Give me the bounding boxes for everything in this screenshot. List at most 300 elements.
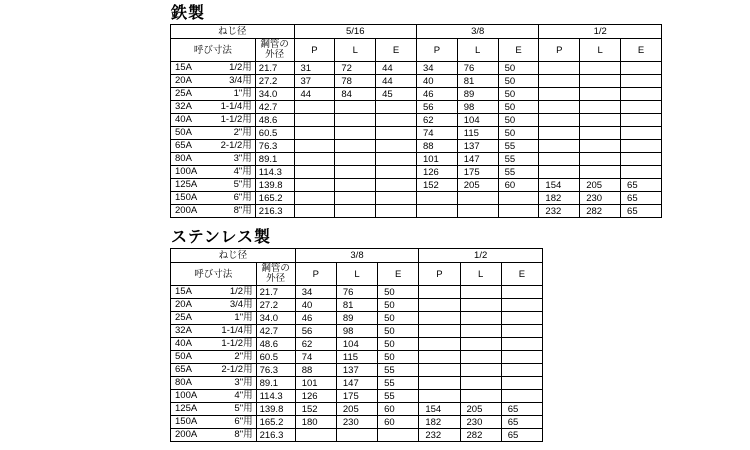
dimension-cell bbox=[539, 75, 580, 88]
dimension-cell bbox=[621, 101, 662, 114]
size-a: 125A bbox=[175, 403, 198, 414]
table-row bbox=[171, 403, 543, 416]
dimension-cell bbox=[501, 338, 542, 351]
size-a: 125A bbox=[175, 179, 198, 190]
dimension-cell bbox=[539, 101, 580, 114]
dimension-cell: 60 bbox=[378, 403, 419, 416]
table-row bbox=[171, 166, 662, 179]
thread-group-header: 1/2 bbox=[419, 249, 543, 263]
dimension-cell bbox=[580, 127, 621, 140]
dimension-cell: 50 bbox=[498, 127, 539, 140]
size-inch: 2"用 bbox=[233, 127, 252, 138]
dimension-cell: 65 bbox=[621, 179, 662, 192]
dimension-cell bbox=[419, 377, 460, 390]
nominal-size-header: 呼び寸法 bbox=[171, 263, 257, 286]
outer-diameter-cell: 48.6 bbox=[256, 338, 295, 351]
dimension-cell bbox=[539, 114, 580, 127]
dimension-cell bbox=[460, 312, 501, 325]
table-row bbox=[171, 205, 662, 218]
dimension-cell bbox=[419, 351, 460, 364]
outer-diameter-cell: 89.1 bbox=[255, 153, 294, 166]
size-a: 80A bbox=[175, 377, 192, 388]
nominal-size-cell bbox=[171, 351, 257, 364]
nominal-size-header: 呼び寸法 bbox=[171, 39, 256, 62]
dimension-cell bbox=[621, 153, 662, 166]
dimension-cell bbox=[460, 390, 501, 403]
outer-diameter-cell: 34.0 bbox=[256, 312, 295, 325]
size-inch: 1/2用 bbox=[229, 286, 253, 297]
dimension-cell bbox=[501, 364, 542, 377]
dimension-cell: 147 bbox=[336, 377, 377, 390]
dimension-cell: 44 bbox=[376, 62, 417, 75]
dimension-cell: 205 bbox=[336, 403, 377, 416]
nominal-size-cell bbox=[171, 312, 257, 325]
size-a: 65A bbox=[175, 364, 192, 375]
dimension-cell: 50 bbox=[498, 88, 539, 101]
dimension-cell bbox=[580, 114, 621, 127]
dimension-cell bbox=[335, 153, 376, 166]
size-inch: 1-1/4用 bbox=[221, 325, 253, 336]
size-inch: 3/4用 bbox=[229, 299, 253, 310]
table-row bbox=[171, 351, 543, 364]
dimension-cell: 180 bbox=[295, 416, 336, 429]
nominal-size-cell bbox=[171, 286, 257, 299]
dimension-cell: 175 bbox=[457, 166, 498, 179]
header-row bbox=[171, 249, 543, 263]
size-a: 40A bbox=[175, 338, 192, 349]
dimension-header: E bbox=[376, 39, 417, 62]
dimension-cell: 76 bbox=[457, 62, 498, 75]
size-inch: 6"用 bbox=[233, 192, 252, 203]
size-inch: 4"用 bbox=[233, 166, 252, 177]
dimension-header: P bbox=[539, 39, 580, 62]
dimension-cell: 88 bbox=[295, 364, 336, 377]
dimension-cell: 76 bbox=[336, 286, 377, 299]
table-row bbox=[171, 62, 662, 75]
outer-diameter-header bbox=[255, 39, 294, 62]
dimension-cell: 84 bbox=[335, 88, 376, 101]
size-inch: 2-1/2用 bbox=[220, 140, 252, 151]
od-header-line2: 外径 bbox=[265, 49, 285, 60]
dimension-cell: 50 bbox=[378, 325, 419, 338]
size-inch: 3/4用 bbox=[229, 75, 252, 86]
size-a: 15A bbox=[175, 286, 192, 297]
table-row bbox=[171, 140, 662, 153]
size-a: 50A bbox=[175, 351, 192, 362]
dimension-cell: 55 bbox=[498, 153, 539, 166]
dimension-header: E bbox=[501, 263, 542, 286]
nominal-size-cell bbox=[171, 75, 256, 88]
dimension-cell: 101 bbox=[295, 377, 336, 390]
nominal-size-cell bbox=[171, 403, 257, 416]
dimension-cell bbox=[376, 127, 417, 140]
dimension-cell: 45 bbox=[376, 88, 417, 101]
dimension-cell bbox=[335, 101, 376, 114]
size-inch: 1"用 bbox=[233, 88, 252, 99]
size-a: 65A bbox=[175, 140, 192, 151]
dimension-cell: 282 bbox=[460, 429, 501, 442]
outer-diameter-cell: 27.2 bbox=[255, 75, 294, 88]
dimension-cell: 50 bbox=[498, 101, 539, 114]
dimension-cell bbox=[294, 179, 335, 192]
dimension-cell: 40 bbox=[416, 75, 457, 88]
dimension-cell bbox=[376, 205, 417, 218]
dimension-cell: 81 bbox=[336, 299, 377, 312]
table-row bbox=[171, 127, 662, 140]
dimension-cell: 78 bbox=[335, 75, 376, 88]
dimension-cell bbox=[294, 114, 335, 127]
outer-diameter-cell: 60.5 bbox=[255, 127, 294, 140]
dimension-cell: 154 bbox=[539, 179, 580, 192]
nominal-size-cell bbox=[171, 114, 256, 127]
stainless-spec-table bbox=[170, 248, 543, 442]
dimension-header: L bbox=[335, 39, 376, 62]
size-inch: 2-1/2用 bbox=[221, 364, 253, 375]
table-row bbox=[171, 338, 543, 351]
dimension-cell: 37 bbox=[294, 75, 335, 88]
dimension-cell: 55 bbox=[498, 140, 539, 153]
size-a: 40A bbox=[175, 114, 192, 125]
dimension-cell bbox=[539, 62, 580, 75]
dimension-cell: 137 bbox=[457, 140, 498, 153]
dimension-cell: 104 bbox=[336, 338, 377, 351]
outer-diameter-cell: 42.7 bbox=[256, 325, 295, 338]
dimension-cell bbox=[335, 166, 376, 179]
dimension-cell bbox=[539, 166, 580, 179]
dimension-cell: 147 bbox=[457, 153, 498, 166]
table-row bbox=[171, 364, 543, 377]
size-inch: 3"用 bbox=[233, 153, 252, 164]
od-header-line2: 外径 bbox=[266, 273, 286, 284]
dimension-cell bbox=[621, 88, 662, 101]
size-a: 15A bbox=[175, 62, 192, 73]
dimension-cell bbox=[501, 351, 542, 364]
dimension-cell bbox=[294, 192, 335, 205]
outer-diameter-cell: 34.0 bbox=[255, 88, 294, 101]
dimension-cell bbox=[376, 179, 417, 192]
dimension-cell bbox=[335, 140, 376, 153]
outer-diameter-cell: 89.1 bbox=[256, 377, 295, 390]
dimension-cell: 65 bbox=[501, 429, 542, 442]
dimension-cell bbox=[419, 338, 460, 351]
nominal-size-cell bbox=[171, 166, 256, 179]
outer-diameter-cell: 216.3 bbox=[256, 429, 295, 442]
dimension-cell bbox=[378, 429, 419, 442]
dimension-cell bbox=[416, 192, 457, 205]
dimension-cell: 50 bbox=[498, 62, 539, 75]
od-header-line1: 鋼管の bbox=[261, 263, 290, 274]
dimension-cell bbox=[621, 114, 662, 127]
table-row bbox=[171, 192, 662, 205]
dimension-cell bbox=[294, 127, 335, 140]
subheader-row bbox=[171, 263, 543, 286]
dimension-cell: 232 bbox=[539, 205, 580, 218]
size-a: 150A bbox=[175, 416, 198, 427]
nominal-size-cell bbox=[171, 325, 257, 338]
table-row bbox=[171, 429, 543, 442]
size-inch: 1"用 bbox=[234, 312, 253, 323]
dimension-header: L bbox=[457, 39, 498, 62]
dimension-header: E bbox=[621, 39, 662, 62]
size-inch: 1/2用 bbox=[229, 62, 252, 73]
dimension-cell: 115 bbox=[457, 127, 498, 140]
dimension-cell: 56 bbox=[416, 101, 457, 114]
nominal-size-cell bbox=[171, 390, 257, 403]
table-row bbox=[171, 75, 662, 88]
size-inch: 8"用 bbox=[233, 205, 252, 216]
dimension-cell: 98 bbox=[457, 101, 498, 114]
dimension-cell bbox=[460, 286, 501, 299]
dimension-cell bbox=[539, 127, 580, 140]
dimension-cell bbox=[460, 364, 501, 377]
dimension-cell: 72 bbox=[335, 62, 376, 75]
dimension-cell bbox=[501, 390, 542, 403]
dimension-cell: 50 bbox=[498, 114, 539, 127]
dimension-cell bbox=[335, 127, 376, 140]
dimension-cell bbox=[501, 312, 542, 325]
dimension-cell bbox=[335, 179, 376, 192]
dimension-cell: 34 bbox=[416, 62, 457, 75]
dimension-cell: 98 bbox=[336, 325, 377, 338]
dimension-cell: 154 bbox=[419, 403, 460, 416]
dimension-cell: 126 bbox=[416, 166, 457, 179]
nominal-size-cell bbox=[171, 429, 257, 442]
dimension-cell: 44 bbox=[294, 88, 335, 101]
dimension-header: L bbox=[460, 263, 501, 286]
size-a: 100A bbox=[175, 390, 198, 401]
size-a: 32A bbox=[175, 325, 192, 336]
dimension-cell bbox=[621, 75, 662, 88]
dimension-cell bbox=[621, 127, 662, 140]
dimension-cell: 205 bbox=[580, 179, 621, 192]
dimension-cell bbox=[294, 205, 335, 218]
dimension-cell bbox=[460, 377, 501, 390]
nominal-size-cell bbox=[171, 140, 256, 153]
dimension-cell: 60 bbox=[378, 416, 419, 429]
subheader-row bbox=[171, 39, 662, 62]
nominal-size-cell bbox=[171, 377, 257, 390]
size-a: 80A bbox=[175, 153, 192, 164]
dimension-cell bbox=[376, 153, 417, 166]
dimension-cell bbox=[460, 351, 501, 364]
dimension-cell: 55 bbox=[378, 377, 419, 390]
dimension-cell: 55 bbox=[378, 364, 419, 377]
dimension-cell bbox=[376, 192, 417, 205]
outer-diameter-cell: 60.5 bbox=[256, 351, 295, 364]
table-row bbox=[171, 179, 662, 192]
dimension-cell bbox=[336, 429, 377, 442]
outer-diameter-header bbox=[256, 263, 295, 286]
dimension-cell bbox=[621, 166, 662, 179]
outer-diameter-cell: 165.2 bbox=[256, 416, 295, 429]
table-row bbox=[171, 312, 543, 325]
header-row bbox=[171, 25, 662, 39]
dimension-cell bbox=[419, 325, 460, 338]
outer-diameter-cell: 21.7 bbox=[256, 286, 295, 299]
outer-diameter-cell: 42.7 bbox=[255, 101, 294, 114]
size-a: 50A bbox=[175, 127, 192, 138]
nominal-size-cell bbox=[171, 205, 256, 218]
dimension-cell bbox=[501, 286, 542, 299]
dimension-cell bbox=[376, 114, 417, 127]
thread-group-header: 3/8 bbox=[416, 25, 538, 39]
dimension-cell: 62 bbox=[416, 114, 457, 127]
dimension-cell: 50 bbox=[378, 338, 419, 351]
dimension-cell bbox=[580, 101, 621, 114]
size-a: 150A bbox=[175, 192, 198, 203]
dimension-cell bbox=[419, 364, 460, 377]
dimension-header: P bbox=[294, 39, 335, 62]
outer-diameter-cell: 48.6 bbox=[255, 114, 294, 127]
size-inch: 3"用 bbox=[234, 377, 253, 388]
dimension-cell bbox=[501, 377, 542, 390]
dimension-cell: 101 bbox=[416, 153, 457, 166]
dimension-cell bbox=[419, 286, 460, 299]
size-inch: 2"用 bbox=[234, 351, 253, 362]
size-a: 200A bbox=[175, 429, 198, 440]
dimension-cell bbox=[419, 312, 460, 325]
dimension-header: P bbox=[295, 263, 336, 286]
dimension-cell bbox=[335, 114, 376, 127]
dimension-cell bbox=[539, 153, 580, 166]
dimension-cell: 44 bbox=[376, 75, 417, 88]
nominal-size-cell bbox=[171, 364, 257, 377]
nominal-size-cell bbox=[171, 101, 256, 114]
od-header-line1: 鋼管の bbox=[260, 39, 289, 50]
dimension-cell: 230 bbox=[580, 192, 621, 205]
dimension-cell bbox=[498, 205, 539, 218]
nominal-size-cell bbox=[171, 179, 256, 192]
size-inch: 5"用 bbox=[233, 179, 252, 190]
dimension-cell: 205 bbox=[457, 179, 498, 192]
dimension-cell: 55 bbox=[498, 166, 539, 179]
size-inch: 8"用 bbox=[234, 429, 253, 440]
dimension-cell: 65 bbox=[501, 416, 542, 429]
dimension-cell bbox=[580, 88, 621, 101]
dimension-cell: 182 bbox=[539, 192, 580, 205]
size-inch: 1-1/2用 bbox=[221, 338, 253, 349]
dimension-cell bbox=[376, 140, 417, 153]
dimension-cell: 46 bbox=[416, 88, 457, 101]
table-row bbox=[171, 416, 543, 429]
dimension-cell: 205 bbox=[460, 403, 501, 416]
dimension-cell: 182 bbox=[419, 416, 460, 429]
dimension-cell: 232 bbox=[419, 429, 460, 442]
dimension-cell: 104 bbox=[457, 114, 498, 127]
dimension-cell bbox=[580, 62, 621, 75]
thread-group-header: 1/2 bbox=[539, 25, 662, 39]
dimension-cell bbox=[419, 299, 460, 312]
dimension-cell: 34 bbox=[295, 286, 336, 299]
table-row bbox=[171, 101, 662, 114]
outer-diameter-cell: 139.8 bbox=[256, 403, 295, 416]
dimension-cell bbox=[416, 205, 457, 218]
nominal-size-cell bbox=[171, 127, 256, 140]
outer-diameter-cell: 21.7 bbox=[255, 62, 294, 75]
dimension-cell bbox=[457, 205, 498, 218]
dimension-cell: 81 bbox=[457, 75, 498, 88]
table-row bbox=[171, 286, 543, 299]
dimension-cell bbox=[294, 101, 335, 114]
dimension-header: L bbox=[580, 39, 621, 62]
dimension-header: E bbox=[378, 263, 419, 286]
size-a: 32A bbox=[175, 101, 192, 112]
outer-diameter-cell: 139.8 bbox=[255, 179, 294, 192]
dimension-cell bbox=[460, 299, 501, 312]
table-row bbox=[171, 325, 543, 338]
dimension-cell: 56 bbox=[295, 325, 336, 338]
outer-diameter-cell: 27.2 bbox=[256, 299, 295, 312]
dimension-cell: 152 bbox=[295, 403, 336, 416]
dimension-cell: 40 bbox=[295, 299, 336, 312]
dimension-cell: 50 bbox=[498, 75, 539, 88]
dimension-cell bbox=[498, 192, 539, 205]
dimension-header: E bbox=[498, 39, 539, 62]
outer-diameter-cell: 114.3 bbox=[255, 166, 294, 179]
dimension-header: P bbox=[419, 263, 460, 286]
dimension-cell: 50 bbox=[378, 351, 419, 364]
dimension-cell: 89 bbox=[457, 88, 498, 101]
dimension-cell bbox=[295, 429, 336, 442]
dimension-cell bbox=[539, 88, 580, 101]
size-inch: 6"用 bbox=[234, 416, 253, 427]
dimension-cell: 50 bbox=[378, 286, 419, 299]
size-inch: 1-1/4用 bbox=[220, 101, 252, 112]
dimension-cell: 115 bbox=[336, 351, 377, 364]
table-row bbox=[171, 390, 543, 403]
iron-title: 鉄製 bbox=[171, 3, 206, 22]
dimension-cell: 137 bbox=[336, 364, 377, 377]
dimension-cell: 65 bbox=[621, 205, 662, 218]
thread-group-header: 5/16 bbox=[294, 25, 416, 39]
outer-diameter-cell: 76.3 bbox=[255, 140, 294, 153]
dimension-cell bbox=[460, 325, 501, 338]
dimension-cell: 50 bbox=[378, 312, 419, 325]
nominal-size-cell bbox=[171, 299, 257, 312]
dimension-cell bbox=[294, 140, 335, 153]
size-a: 20A bbox=[175, 75, 192, 86]
dimension-cell: 65 bbox=[621, 192, 662, 205]
dimension-cell bbox=[501, 299, 542, 312]
table-row bbox=[171, 153, 662, 166]
dimension-cell: 31 bbox=[294, 62, 335, 75]
nominal-size-cell bbox=[171, 153, 256, 166]
table-row bbox=[171, 299, 543, 312]
thread-size-header: ねじ径 bbox=[171, 25, 295, 39]
dimension-cell bbox=[335, 192, 376, 205]
dimension-cell bbox=[621, 62, 662, 75]
dimension-cell bbox=[376, 166, 417, 179]
dimension-cell: 46 bbox=[295, 312, 336, 325]
dimension-cell: 152 bbox=[416, 179, 457, 192]
dimension-cell bbox=[457, 192, 498, 205]
outer-diameter-cell: 165.2 bbox=[255, 192, 294, 205]
dimension-cell bbox=[294, 153, 335, 166]
thread-group-header: 3/8 bbox=[295, 249, 419, 263]
size-a: 200A bbox=[175, 205, 198, 216]
table-row bbox=[171, 114, 662, 127]
dimension-cell: 65 bbox=[501, 403, 542, 416]
dimension-header: P bbox=[416, 39, 457, 62]
nominal-size-cell bbox=[171, 192, 256, 205]
dimension-cell bbox=[539, 140, 580, 153]
dimension-cell: 175 bbox=[336, 390, 377, 403]
outer-diameter-cell: 216.3 bbox=[255, 205, 294, 218]
dimension-cell: 62 bbox=[295, 338, 336, 351]
dimension-cell: 230 bbox=[336, 416, 377, 429]
dimension-cell bbox=[580, 153, 621, 166]
size-a: 100A bbox=[175, 166, 198, 177]
